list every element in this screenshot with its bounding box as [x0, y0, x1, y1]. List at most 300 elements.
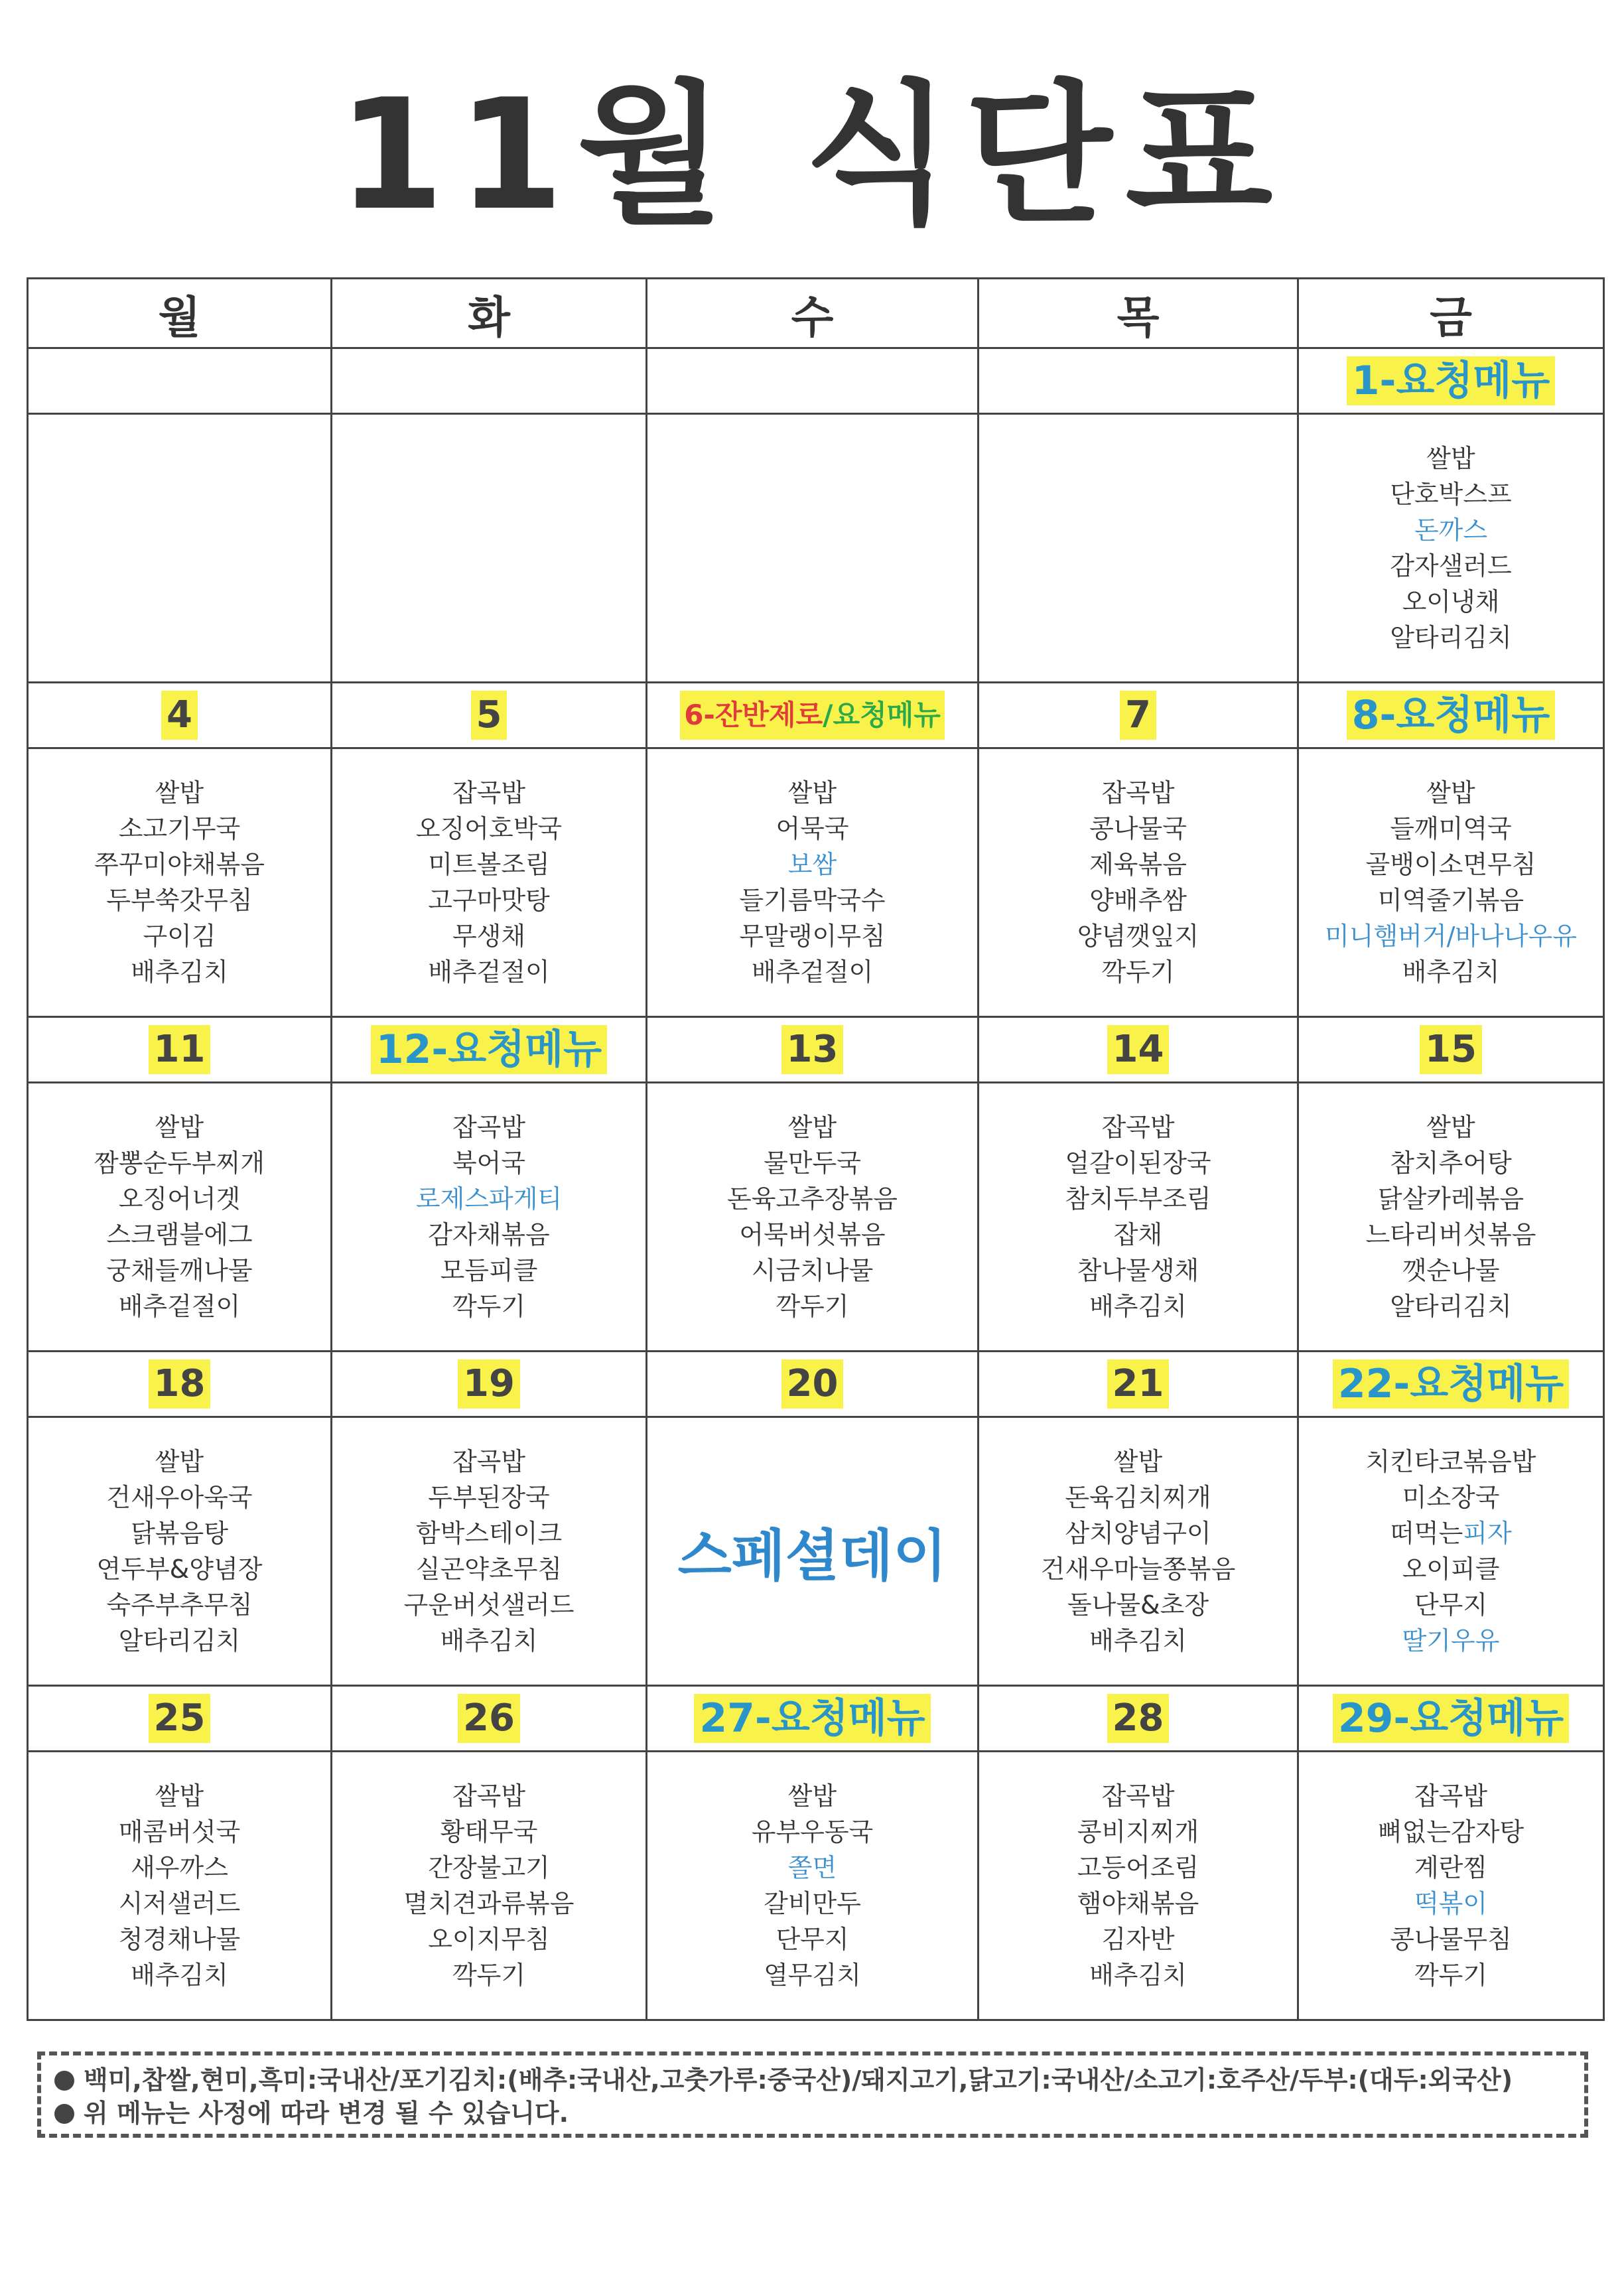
weekday-header-row — [28, 279, 1604, 348]
menu-item — [332, 1778, 645, 1814]
menu-item-text: 김자반 — [1101, 1925, 1175, 1954]
menu-item-text: 돌나물&초장 — [1067, 1590, 1209, 1620]
menu-item — [1299, 1217, 1603, 1253]
date-row — [28, 1686, 1604, 1752]
menu-item — [332, 1886, 645, 1921]
menu-item — [1299, 882, 1603, 918]
menu-item — [979, 811, 1297, 847]
menu-item-text: 알타리김치 — [1390, 623, 1512, 652]
menu-item-text: 배추김치 — [1089, 1626, 1187, 1655]
page-title: 11월 식단표 — [338, 67, 1286, 244]
menu-cell — [1298, 414, 1604, 683]
menu-item — [1299, 775, 1603, 811]
menu-item-text: 건새우마늘쫑볶음 — [1040, 1555, 1236, 1584]
menu-cell — [332, 1752, 647, 2020]
menu-item — [979, 1145, 1297, 1181]
menu-item — [1299, 1288, 1603, 1324]
menu-item-text: 시금치나물 — [751, 1256, 874, 1285]
menu-item-text: 쌀밥 — [1426, 1113, 1475, 1142]
date-row — [28, 683, 1604, 748]
menu-item — [29, 1850, 330, 1886]
menu-item-text: 배추겉절이 — [751, 957, 874, 987]
menu-item-text: 매콤버섯국 — [118, 1817, 241, 1846]
menu-item-text: 쌀밥 — [1426, 444, 1475, 473]
menu-item-text: 연두부&양념장 — [96, 1555, 263, 1584]
date-cell — [28, 348, 332, 414]
date-label: 8-요청메뉴 — [1347, 691, 1556, 740]
menu-item-text: 황태무국 — [440, 1817, 538, 1846]
menu-item-text: 잡곡밥 — [1101, 1781, 1175, 1811]
menu-item — [29, 847, 330, 882]
menu-item-text: 북어국 — [452, 1148, 526, 1178]
menu-item-text: 돈까스 — [1414, 516, 1488, 545]
note-change-text: 위 메뉴는 사정에 따라 변경 될 수 있습니다. — [84, 2099, 569, 2128]
date-label: 18 — [149, 1359, 211, 1409]
menu-item — [332, 775, 645, 811]
date-label: 4 — [161, 691, 198, 740]
menu-item — [29, 1288, 330, 1324]
date-row — [28, 348, 1604, 414]
menu-item — [647, 1886, 977, 1921]
menu-item-text: 콩나물국 — [1089, 814, 1187, 843]
menu-item-text: 골뱅이소면무침 — [1365, 850, 1536, 879]
menu-item-text: 들깨미역국 — [1390, 814, 1512, 843]
menu-item — [1299, 1444, 1603, 1480]
menu-item — [979, 1181, 1297, 1217]
menu-item — [1299, 584, 1603, 620]
menu-item — [979, 775, 1297, 811]
menu-item — [1299, 1778, 1603, 1814]
menu-item-text: 두부쑥갓무침 — [106, 886, 253, 915]
menu-item — [29, 1109, 330, 1145]
menu-item-text: 쭈꾸미야채볶음 — [94, 850, 265, 879]
menu-item — [332, 1814, 645, 1850]
menu-item-text: 돈육김치찌개 — [1065, 1483, 1211, 1512]
date-cell — [332, 1017, 647, 1083]
date-cell — [979, 683, 1298, 748]
menu-item-text: 쌀밥 — [155, 1113, 204, 1142]
date-label: 14 — [1107, 1025, 1170, 1074]
date-cell — [979, 1017, 1298, 1083]
date-cell — [28, 1686, 332, 1752]
date-label: 22-요청메뉴 — [1333, 1359, 1569, 1409]
menu-item-text: 오이피클 — [1402, 1555, 1500, 1584]
menu-item-text: 멸치견과류볶음 — [403, 1889, 575, 1918]
menu-item-text: 쌀밥 — [1426, 778, 1475, 807]
menu-item-text: 미역줄기볶음 — [1377, 886, 1524, 915]
menu-item — [1299, 1551, 1603, 1587]
weekday-header: 화 — [332, 279, 647, 348]
menu-item — [979, 847, 1297, 882]
menu-item — [29, 954, 330, 990]
menu-item — [979, 1957, 1297, 1993]
menu-cell — [979, 1752, 1298, 2020]
menu-item-text: 고구마맛탕 — [428, 886, 550, 915]
menu-cell — [332, 1417, 647, 1686]
menu-item-text: 쌀밥 — [155, 778, 204, 807]
menu-item-text: 배추겉절이 — [118, 1292, 241, 1321]
menu-item — [1299, 1181, 1603, 1217]
menu-item-text: 떠먹는 — [1390, 1519, 1463, 1548]
menu-item-text: 깍두기 — [452, 1961, 526, 1990]
menu-item-text: 단무지 — [1414, 1590, 1488, 1620]
menu-cell — [647, 414, 979, 683]
menu-item-text: 스크램블에그 — [106, 1220, 253, 1249]
menu-item — [979, 1217, 1297, 1253]
menu-item — [332, 1444, 645, 1480]
menu-item — [332, 1288, 645, 1324]
menu-item-text: 오징어너겟 — [118, 1184, 241, 1214]
menu-item — [1299, 1814, 1603, 1850]
date-cell — [979, 1352, 1298, 1417]
menu-item-text: 잡곡밥 — [452, 1447, 526, 1476]
menu-item-text: 깍두기 — [1101, 957, 1175, 987]
menu-cell — [979, 1083, 1298, 1352]
weekday-header: 수 — [647, 279, 979, 348]
menu-item-text: 배추김치 — [1089, 1961, 1187, 1990]
date-label: 25 — [149, 1694, 211, 1743]
date-cell — [28, 1352, 332, 1417]
menu-item-text: 계란찜 — [1414, 1853, 1488, 1882]
date-cell — [332, 683, 647, 748]
menu-item-text: 쌀밥 — [155, 1781, 204, 1811]
menu-item-text: 열무김치 — [764, 1961, 861, 1990]
menu-item — [332, 1480, 645, 1515]
weekday-header: 목 — [979, 279, 1298, 348]
menu-item — [332, 954, 645, 990]
menu-item-text: 구이김 — [143, 922, 216, 951]
menu-item — [979, 1886, 1297, 1921]
menu-cell — [647, 748, 979, 1017]
menu-item — [647, 1253, 977, 1288]
menu-item-text: 배추김치 — [440, 1626, 538, 1655]
menu-item — [332, 918, 645, 954]
date-cell — [28, 1017, 332, 1083]
menu-item — [1299, 1109, 1603, 1145]
menu-item-text: 두부된장국 — [428, 1483, 550, 1512]
menu-item — [647, 775, 977, 811]
menu-item-text: 고등어조림 — [1077, 1853, 1199, 1882]
menu-item — [1299, 918, 1603, 954]
date-label: 5 — [471, 691, 508, 740]
menu-item — [979, 918, 1297, 954]
menu-item-text: 제육볶음 — [1089, 850, 1187, 879]
menu-item-text: 어묵버섯볶음 — [739, 1220, 886, 1249]
date-cell — [1298, 683, 1604, 748]
menu-cell — [28, 1083, 332, 1352]
note-origin — [54, 2063, 1571, 2097]
menu-item — [1299, 1886, 1603, 1921]
menu-item — [647, 882, 977, 918]
menu-item — [647, 1288, 977, 1324]
menu-item-text: 알타리김치 — [118, 1626, 241, 1655]
menu-item — [1299, 1587, 1603, 1623]
menu-item — [1299, 1515, 1603, 1551]
menu-item-text: 무생채 — [452, 922, 526, 951]
menu-item — [29, 1814, 330, 1850]
menu-item — [647, 954, 977, 990]
menu-item — [29, 882, 330, 918]
date-label: 28 — [1107, 1694, 1170, 1743]
date-cell — [647, 1352, 979, 1417]
menu-item-text: 잡곡밥 — [1414, 1781, 1488, 1811]
note-change — [54, 2097, 1571, 2130]
menu-item-text: 배추김치 — [1402, 957, 1500, 987]
menu-item-text: 참치추어탕 — [1390, 1148, 1512, 1178]
menu-item-text: 배추김치 — [1089, 1292, 1187, 1321]
menu-item-text: 참나물생채 — [1077, 1256, 1199, 1285]
menu-item-text: 양배추쌈 — [1089, 886, 1187, 915]
menu-item-text: 건새우아욱국 — [106, 1483, 253, 1512]
menu-item-text: 콩비지찌개 — [1077, 1817, 1199, 1846]
date-cell — [979, 348, 1298, 414]
menu-item — [979, 1515, 1297, 1551]
menu-cell — [979, 1417, 1298, 1686]
menu-item-text: 뼈없는감자탕 — [1377, 1817, 1524, 1846]
menu-item-text: 감자채볶음 — [428, 1220, 550, 1249]
date-cell — [1298, 1686, 1604, 1752]
date-cell — [1298, 1352, 1604, 1417]
weekday-header: 월 — [28, 279, 332, 348]
menu-item — [29, 1921, 330, 1957]
menu-item-text: 쌀밥 — [787, 1113, 837, 1142]
menu-item-text: 함박스테이크 — [415, 1519, 563, 1548]
menu-item-text: 무말랭이무침 — [739, 922, 886, 951]
menu-item-text: 잡채 — [1113, 1220, 1163, 1249]
menu-cell — [1298, 748, 1604, 1017]
menu-item-text: 보쌈 — [787, 850, 837, 879]
menu-cell — [28, 748, 332, 1017]
menu-item — [1299, 1145, 1603, 1181]
menu-item — [1299, 620, 1603, 656]
menu-item-text: 치킨타코볶음밥 — [1365, 1447, 1536, 1476]
menu-item-text: 잡곡밥 — [452, 1113, 526, 1142]
menu-item — [332, 882, 645, 918]
date-label: 12-요청메뉴 — [371, 1025, 607, 1074]
menu-item — [647, 1850, 977, 1886]
menu-item-text: 느타리버섯볶음 — [1365, 1220, 1536, 1249]
menu-item — [1299, 847, 1603, 882]
menu-item-text: 깻순나물 — [1402, 1256, 1500, 1285]
menu-item — [979, 1288, 1297, 1324]
menu-item — [647, 1814, 977, 1850]
date-label: 20 — [781, 1359, 844, 1409]
menu-item — [332, 1109, 645, 1145]
date-label-request: /요청메뉴 — [823, 699, 941, 731]
menu-item-text: 단호박스프 — [1390, 480, 1512, 509]
menu-item-text: 얼갈이된장국 — [1065, 1148, 1211, 1178]
menu-item — [29, 918, 330, 954]
menu-item-text: 딸기우유 — [1402, 1626, 1500, 1655]
date-label-zero-waste: 6-잔반제로 — [684, 699, 823, 731]
menu-item — [1299, 811, 1603, 847]
menu-item-text: 숙주부추무침 — [106, 1590, 253, 1620]
menu-item-text: 돈육고추장볶음 — [727, 1184, 898, 1214]
menu-item — [332, 1957, 645, 1993]
menu-item — [332, 847, 645, 882]
menu-item-text: 유부우동국 — [751, 1817, 874, 1846]
menu-item — [1299, 548, 1603, 584]
date-label: 13 — [781, 1025, 844, 1074]
menu-cell — [979, 748, 1298, 1017]
menu-item — [29, 1181, 330, 1217]
date-label: 1-요청메뉴 — [1347, 356, 1556, 405]
menu-item — [29, 1444, 330, 1480]
menu-item — [29, 1623, 330, 1659]
menu-item — [647, 1921, 977, 1957]
menu-item-highlight: 피자 — [1463, 1519, 1512, 1548]
menu-item-text: 깍두기 — [1414, 1961, 1488, 1990]
menu-item-text: 닭볶음탕 — [131, 1519, 228, 1548]
menu-item-text: 청경채나물 — [118, 1925, 241, 1954]
date-cell — [647, 683, 979, 748]
menu-row — [28, 1752, 1604, 2020]
menu-item-text: 미소장국 — [1402, 1483, 1500, 1512]
menu-cell — [28, 414, 332, 683]
bullet-icon — [54, 2104, 74, 2124]
menu-item — [647, 847, 977, 882]
menu-item-text: 단무지 — [776, 1925, 849, 1954]
menu-item — [979, 1444, 1297, 1480]
menu-item-text: 콩나물무침 — [1390, 1925, 1512, 1954]
menu-item — [1299, 1253, 1603, 1288]
bullet-icon — [54, 2071, 74, 2091]
menu-item — [647, 1109, 977, 1145]
menu-item-text: 배추김치 — [131, 957, 228, 987]
menu-item — [647, 918, 977, 954]
menu-item — [1299, 512, 1603, 548]
menu-item-text: 오이냉채 — [1402, 587, 1500, 616]
menu-cell — [1298, 1083, 1604, 1352]
menu-item — [979, 882, 1297, 918]
menu-item — [332, 811, 645, 847]
menu-item — [979, 1253, 1297, 1288]
menu-item — [29, 1217, 330, 1253]
date-row — [28, 1017, 1604, 1083]
menu-item-text: 로제스파게티 — [415, 1184, 563, 1214]
menu-item-text: 간장불고기 — [428, 1853, 550, 1882]
menu-item — [647, 1145, 977, 1181]
menu-item — [979, 1623, 1297, 1659]
menu-item-text: 물만두국 — [764, 1148, 861, 1178]
date-cell — [332, 1352, 647, 1417]
menu-item — [647, 1217, 977, 1253]
date-cell — [28, 683, 332, 748]
menu-item-text: 배추겉절이 — [428, 957, 550, 987]
menu-item — [979, 1921, 1297, 1957]
date-label: 15 — [1420, 1025, 1482, 1074]
menu-cell — [979, 414, 1298, 683]
menu-item-text: 쌀밥 — [787, 1781, 837, 1811]
date-row — [28, 1352, 1604, 1417]
menu-item-text: 실곤약초무침 — [415, 1555, 563, 1584]
menu-item — [1299, 1850, 1603, 1886]
menu-cell — [647, 1083, 979, 1352]
menu-item-text: 양념깻잎지 — [1077, 922, 1199, 951]
menu-item-text: 배추김치 — [131, 1961, 228, 1990]
menu-item-text: 쌀밥 — [1113, 1447, 1163, 1476]
date-cell — [1298, 348, 1604, 414]
date-cell — [979, 1686, 1298, 1752]
menu-cell — [1298, 1752, 1604, 2020]
menu-row — [28, 748, 1604, 1017]
date-cell — [647, 1686, 979, 1752]
menu-item-text: 참치두부조림 — [1065, 1184, 1211, 1214]
menu-item — [29, 811, 330, 847]
menu-item — [332, 1145, 645, 1181]
menu-item-text: 감자샐러드 — [1390, 551, 1512, 581]
menu-item-text: 잡곡밥 — [1101, 1113, 1175, 1142]
menu-item — [1299, 1480, 1603, 1515]
menu-item — [332, 1515, 645, 1551]
menu-item — [332, 1253, 645, 1288]
special-day-label: 스페셜데이 — [677, 1523, 947, 1588]
menu-cell — [1298, 1417, 1604, 1686]
menu-cell — [28, 1752, 332, 2020]
menu-item — [979, 954, 1297, 990]
menu-item — [332, 1217, 645, 1253]
menu-cell — [28, 1417, 332, 1686]
date-cell — [332, 1686, 647, 1752]
menu-item — [332, 1587, 645, 1623]
menu-row — [28, 1417, 1604, 1686]
menu-item — [332, 1181, 645, 1217]
menu-cell — [647, 1417, 979, 1686]
menu-item-text: 오이지무침 — [428, 1925, 550, 1954]
menu-item-text: 미니햄버거/바나나우유 — [1325, 922, 1577, 951]
menu-item-text: 짬뽕순두부찌개 — [94, 1148, 265, 1178]
menu-item-text: 햄야채볶음 — [1077, 1889, 1199, 1918]
menu-item-text: 쌀밥 — [155, 1447, 204, 1476]
menu-item-text: 들기름막국수 — [739, 886, 886, 915]
menu-item-text: 깍두기 — [452, 1292, 526, 1321]
notes-box — [37, 2051, 1588, 2138]
menu-item-text: 소고기무국 — [118, 814, 241, 843]
menu-item — [29, 1957, 330, 1993]
menu-item — [332, 1623, 645, 1659]
date-label: 27-요청메뉴 — [694, 1694, 930, 1743]
menu-item-text: 깍두기 — [776, 1292, 849, 1321]
menu-item — [1299, 441, 1603, 476]
menu-item — [332, 1921, 645, 1957]
date-label: 19 — [458, 1359, 520, 1409]
menu-item — [979, 1480, 1297, 1515]
menu-item-text: 미트볼조림 — [428, 850, 550, 879]
menu-item-text: 잡곡밥 — [452, 778, 526, 807]
menu-item — [979, 1551, 1297, 1587]
date-label: 7 — [1120, 691, 1156, 740]
date-cell — [647, 348, 979, 414]
menu-row — [28, 1083, 1604, 1352]
menu-item — [1299, 954, 1603, 990]
menu-cell — [332, 748, 647, 1017]
menu-item — [979, 1850, 1297, 1886]
menu-item-text: 잡곡밥 — [1101, 778, 1175, 807]
menu-item-text: 쌀밥 — [787, 778, 837, 807]
date-label — [680, 691, 945, 740]
menu-item — [29, 1253, 330, 1288]
menu-item-text: 새우까스 — [131, 1853, 228, 1882]
menu-cell — [332, 1083, 647, 1352]
date-label: 11 — [149, 1025, 211, 1074]
date-label: 21 — [1107, 1359, 1170, 1409]
menu-item — [979, 1814, 1297, 1850]
menu-table — [27, 277, 1605, 2021]
menu-item — [979, 1778, 1297, 1814]
menu-item — [1299, 476, 1603, 512]
menu-item — [979, 1109, 1297, 1145]
menu-item-text: 삼치양념구이 — [1065, 1519, 1211, 1548]
